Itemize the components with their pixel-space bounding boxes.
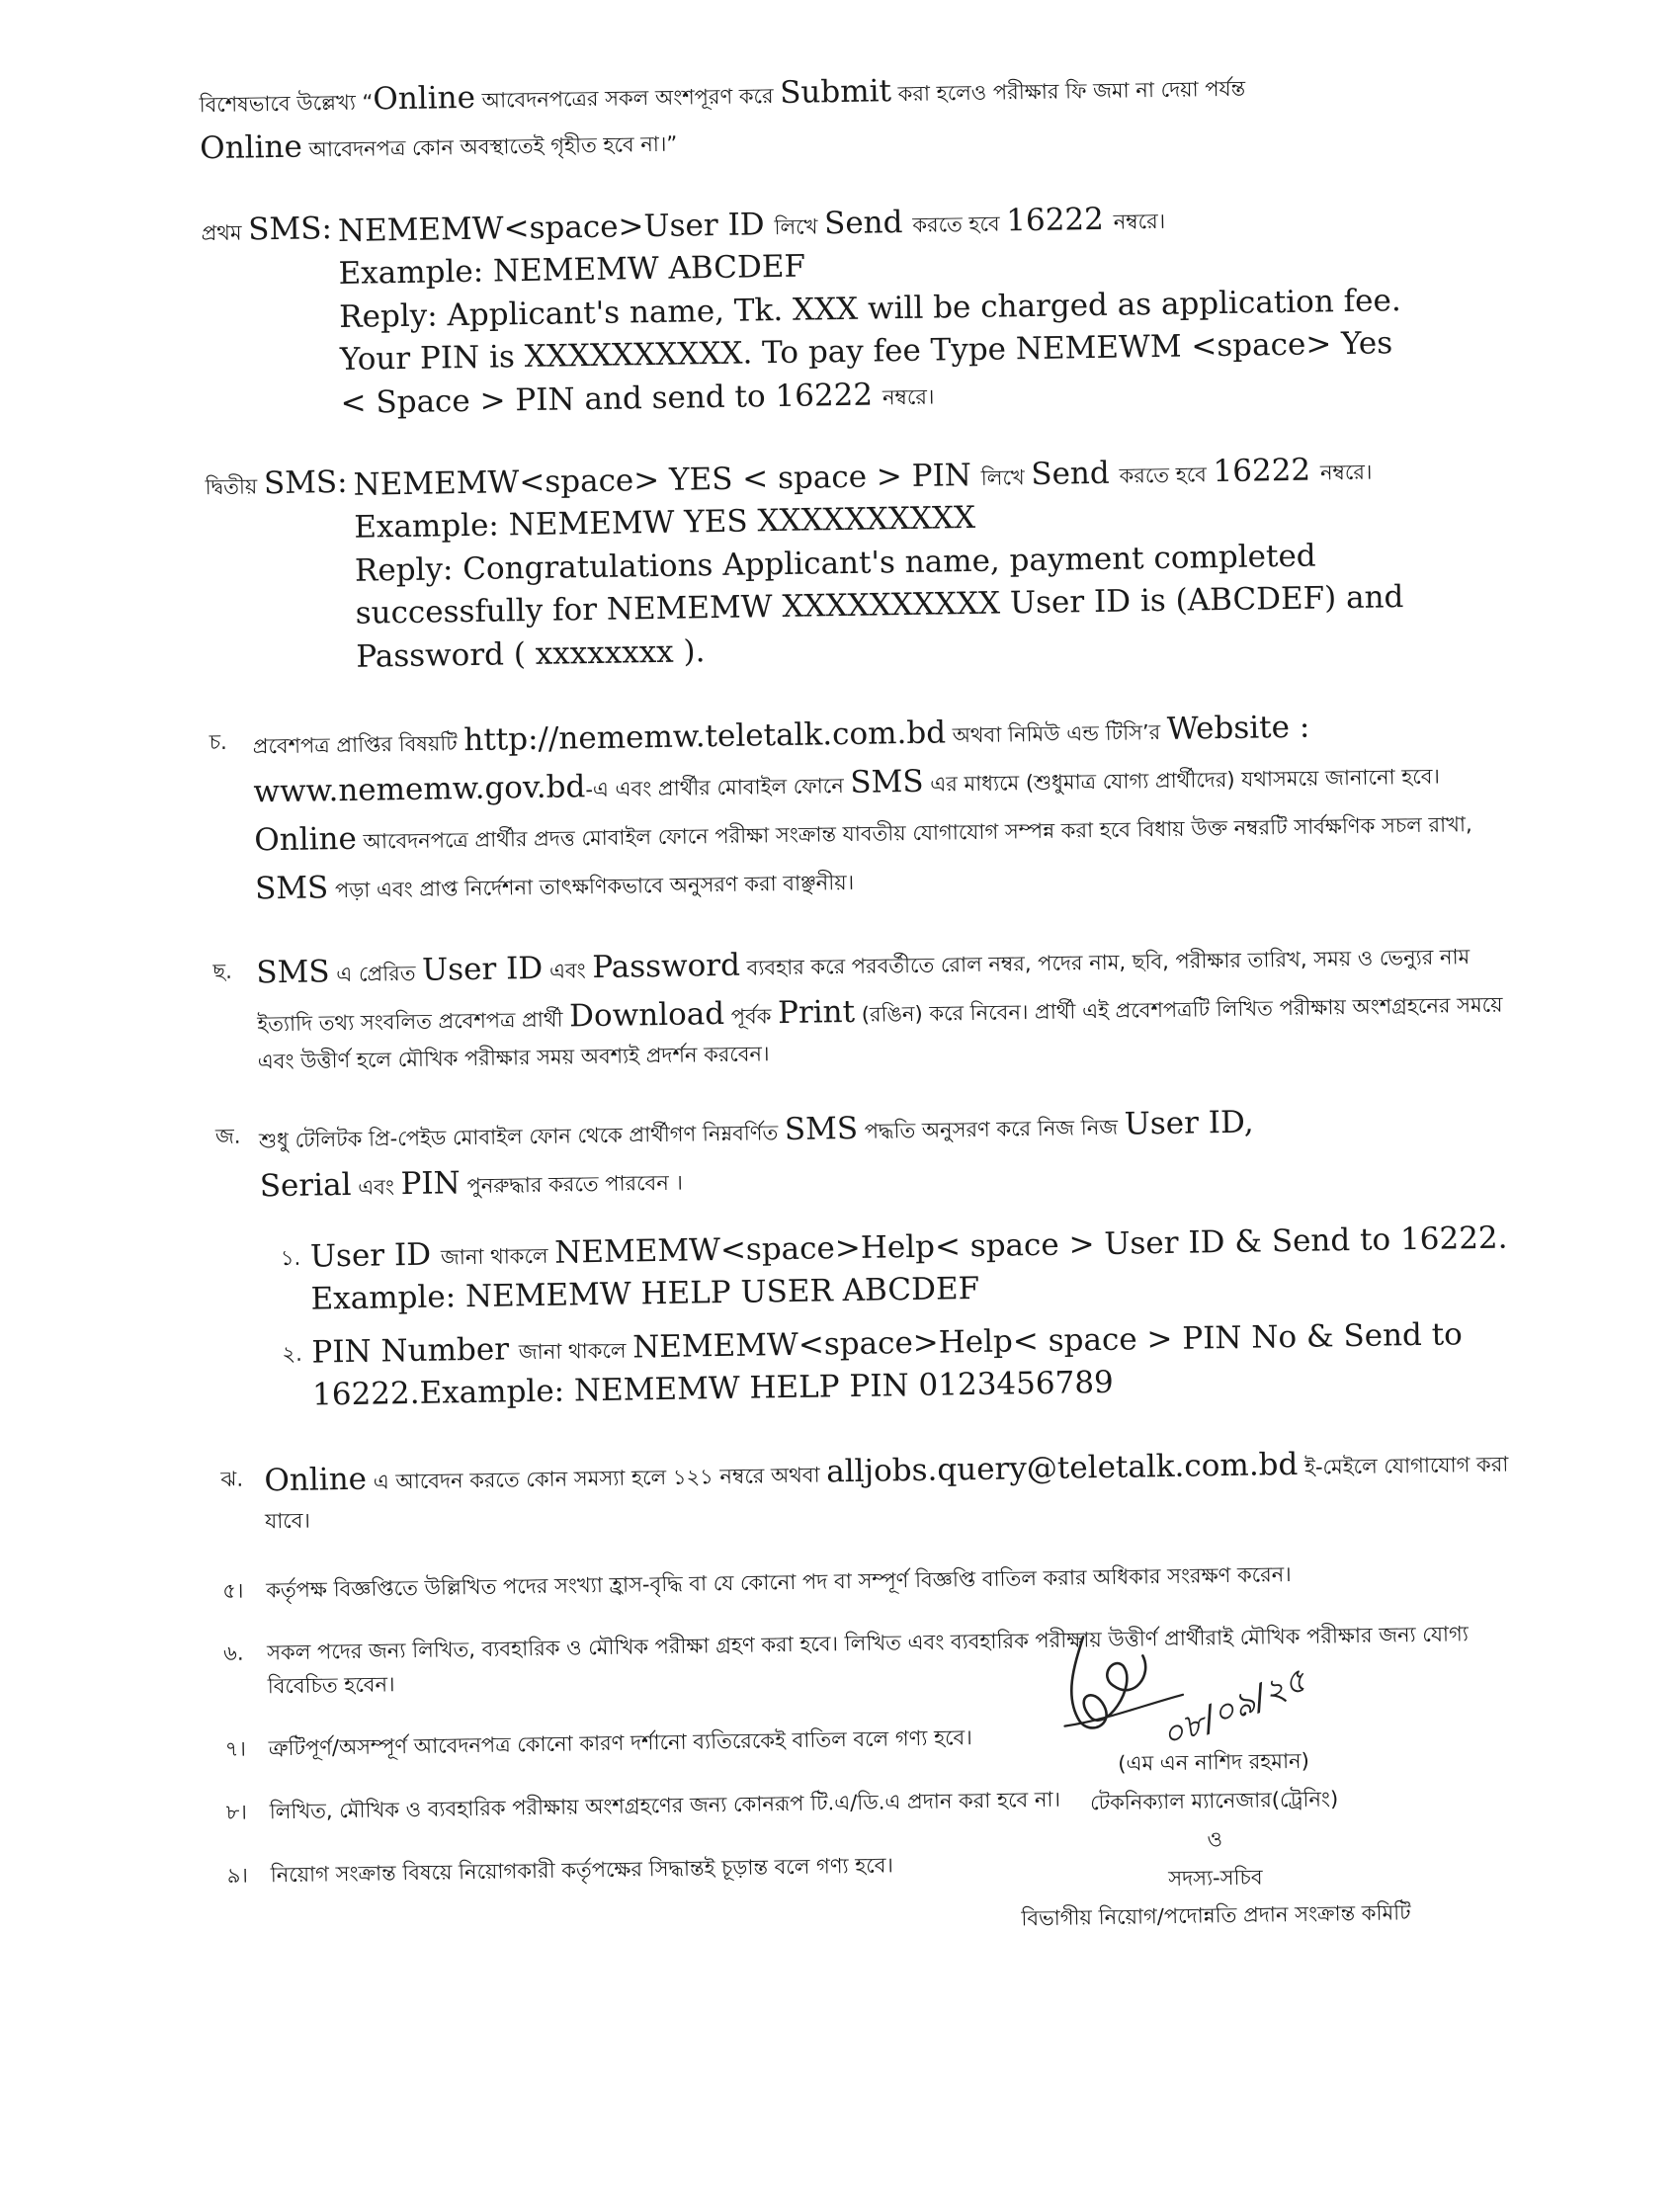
sub0-b: NEMEMW<space>Help< space > User ID & Send to 16222.: [553, 1220, 1508, 1271]
sms1-bn-write: লিখে: [774, 214, 825, 240]
sms2-body: [353, 448, 1404, 679]
clause-text: নিয়োগ সংক্রান্ত বিষয়ে নিয়োগকারী কর্তৃপক্ষের সিদ্ধান্তই চূড়ান্ত বলে গণ্য হবে।: [270, 1852, 894, 1887]
signature-block: [935, 1621, 1493, 1931]
cha-sms: SMS: [850, 763, 924, 800]
signatory-role: সদস্য-সচিব: [1168, 1865, 1263, 1891]
signature-date: ০৮/০৯/২৫: [1155, 1660, 1313, 1756]
clause-text: ত্রুটিপূর্ণ/অসম্পূর্ণ আবেদনপত্র কোনো কারণ দর্শানো ব্যতিরেকেই বাতিল বলে গণ্য হবে।: [268, 1725, 972, 1761]
cha-t5: আবেদনপত্রে প্রার্থীর প্রদত্ত মোবাইল ফোনে পরীক্ষা সংক্রান্ত যাবতীয় যোগাযোগ সম্পন্ন করা হবে বিধায় উক্ত নম্বরটি সার্বক্ষণিক সচল রাখা,: [356, 811, 1472, 854]
cha-t3: -এ এবং প্রার্থীর মোবাইল ফোনে: [585, 773, 851, 802]
sms1-reply-2: Your PIN is XXXXXXXXXX. To pay fee Type NEMEWM <space> Yes: [339, 325, 1393, 379]
chha-print: Print: [777, 993, 856, 1031]
chha-t1: এ প্রেরিত: [329, 961, 423, 987]
jha-online: Online: [264, 1462, 368, 1499]
sms1-bn-must: করতে হবে: [912, 211, 1007, 237]
jha-t1: এ আবেদন করতে কোন সমস্যা হলে ১২১ নম্বরে অথবা: [366, 1463, 827, 1495]
intro-submit: Submit: [779, 73, 892, 111]
sms2-reply-1: Reply: Congratulations Applicant's name, payment completed: [354, 538, 1316, 589]
signatory-committee: বিভাগীয় নিয়োগ/পদোন্নতি প্রদান সংক্রান্ত কমিটি: [1021, 1900, 1411, 1931]
sms2-send: Send: [1031, 455, 1120, 492]
intro-online-2: Online: [199, 128, 303, 166]
ja-serial: Serial: [259, 1166, 352, 1205]
ja-sms: SMS: [784, 1110, 859, 1147]
cha-online: Online: [253, 820, 358, 859]
sub1-a: PIN Number: [311, 1330, 520, 1371]
sub0-a: User ID: [309, 1236, 442, 1275]
sms1-reply-3: < Space > PIN and send to 16222: [340, 376, 883, 421]
list-item-marker: ১.: [280, 1245, 301, 1270]
clause-marker: ৫।: [222, 1578, 244, 1603]
sms2-reply-2: successfully for NEMEMW XXXXXXXXXX User ID is (ABCDEF) and: [355, 579, 1404, 631]
paragraph-cha-marker: চ.: [209, 729, 227, 755]
chha-t3: ব্যবহার করে পরবর্তীতে রোল নম্বর, পদের নাম, ছবি, পরীক্ষার তারিখ, সময় ও ভেন্যুর নাম ইত্যাদি তথ্য সংবলিত প্রবেশপত্র প্রার্থী: [257, 944, 1470, 1037]
sub1-bn: জানা থাকলে: [518, 1338, 633, 1364]
intro-note: [199, 58, 1504, 171]
cha-sms2: SMS: [254, 870, 329, 907]
paragraph-chha: [212, 929, 1519, 1079]
paragraph-jha-text: [264, 1438, 1526, 1539]
sms2-label-bn: দ্বিতীয়: [205, 474, 265, 500]
clause-marker: ৬.: [223, 1640, 244, 1666]
paragraph-ja-text: [259, 1098, 1255, 1211]
sms1-reply-1: Reply: Applicant's name, Tk. XXX will be charged as application fee.: [338, 282, 1401, 335]
chha-download: Download: [568, 995, 725, 1035]
paragraph-jha: [220, 1438, 1526, 1540]
ja-t3: এবং: [351, 1174, 401, 1200]
sub0-c: Example: NEMEMW HELP USER ABCDEF: [310, 1271, 980, 1317]
intro-text-4: আবেদনপত্র কোন অবস্থাতেই গৃহীত হবে না।”: [301, 131, 678, 162]
paragraph-chha-marker: ছ.: [212, 959, 232, 983]
signatory-name: (এম এন নাশিদ রহমান): [1118, 1748, 1309, 1776]
intro-text-2: আবেদনপত্রের সকল অংশপূরণ করে: [474, 83, 781, 113]
cha-t2: অথবা নিমিউ এন্ড টিসি’র: [945, 719, 1168, 748]
chha-t5: (রঙিন) করে নিবেন। প্রার্থী এই প্রবেশপত্রটি লিখিত পরীক্ষায় অংশগ্রহনের সময়ে এবং উত্তীর্ণ হলে মৌখিক পরীক্ষার সময় অবশ্যই প্রদর্শন করবেন।: [257, 992, 1503, 1074]
paragraph-ja: [215, 1094, 1521, 1212]
sms1-label-en: SMS:: [247, 210, 333, 248]
sms2-number: 16222: [1213, 452, 1321, 490]
sms2-reply-3: Password ( xxxxxxxx ).: [356, 632, 706, 675]
list-item: [281, 1217, 1523, 1321]
cha-t1: প্রবেশপত্র প্রাপ্তির বিষয়টি: [252, 730, 464, 759]
sms2-bn-must: করতে হবে: [1119, 463, 1214, 488]
admit-card-url[interactable]: http://nememw.teletalk.com.bd: [463, 715, 947, 758]
clause-text: সকল পদের জন্য লিখিত, ব্যবহারিক ও মৌখিক পরীক্ষা গ্রহণ করা হবে। লিখিত এবং ব্যবহারিক পরীক্ষায় উত্তীর্ণ প্রার্থীরাই মৌখিক পরীক্ষার জন্য যোগ্য বিবেচিত হবেন।: [267, 1622, 1470, 1699]
sms1-send: Send: [823, 204, 913, 242]
cha-website: Website :: [1166, 709, 1310, 747]
clause-text: কর্তৃপক্ষ বিজ্ঞপ্তিতে উল্লিখিত পদের সংখ্যা হ্রাস-বৃদ্ধি বা যে কোনো পদ বা সম্পূর্ণ বিজ্ঞপ্তি বাতিল করার অধিকার সংরক্ষণ করেন।: [266, 1561, 1292, 1602]
cha-t4: এর মাধ্যমে (শুধুমাত্র যোগ্য প্রার্থীদের) যথাসময়ে জানানো হবে।: [923, 764, 1441, 797]
clause-marker: ৮।: [225, 1800, 248, 1824]
list-item: [222, 1555, 1527, 1608]
intro-text-1: বিশেষভাবে উল্লেখ্য “: [199, 90, 374, 118]
query-email-link[interactable]: alljobs.query@teletalk.com.bd: [825, 1447, 1299, 1490]
ja-pin: PIN: [400, 1165, 462, 1202]
sub1-b: NEMEMW<space>Help< space > PIN No & Send to: [631, 1315, 1464, 1366]
paragraph-cha: [209, 700, 1516, 914]
sms1-label: [201, 210, 341, 427]
sms-step-1: [201, 192, 1508, 427]
intro-text-3: করা হলেও পরীক্ষার ফি জমা না দেয়া পর্যন্ত: [890, 76, 1246, 107]
sms1-example: Example: NEMEMW ABCDEF: [338, 248, 806, 293]
sms1-reply-3-bn: নম্বরে।: [882, 384, 935, 409]
chha-sms: SMS: [256, 954, 330, 991]
sms2-bn-write: লিখে: [980, 464, 1032, 490]
chha-t4: পূর্বক: [723, 1003, 779, 1029]
clause-marker: ৯।: [226, 1863, 249, 1888]
clause-marker: ৭।: [224, 1736, 247, 1762]
paragraph-chha-text: [256, 929, 1519, 1078]
chha-userid: User ID: [421, 950, 544, 988]
paragraph-cha-text: [252, 700, 1516, 913]
ja-userid: User ID,: [1124, 1104, 1254, 1142]
sms2-label: [205, 464, 356, 681]
sms1-bn-to: নম্বরে।: [1113, 209, 1166, 234]
sms2-example: Example: NEMEMW YES XXXXXXXXXX: [354, 500, 976, 547]
signatory-designation: টেকনিক্যাল ম্যানেজার(ট্রেনিং): [1089, 1787, 1339, 1815]
ja-t4: পুনরুদ্ধার করতে পারবেন ।: [460, 1170, 684, 1199]
recovery-sms-list: [281, 1217, 1525, 1417]
jha-t2: ই-মেইলে যোগাযোগ করা যাবে।: [264, 1452, 1509, 1534]
sms2-bn-to: নম্বরে।: [1319, 460, 1373, 485]
intro-online: Online: [373, 79, 476, 118]
sms-step-2: [205, 446, 1512, 681]
cha-t6: পড়া এবং প্রাপ্ত নির্দেশনা তাৎক্ষণিকভাবে অনুসরণ করা বাঞ্ছনীয়।: [328, 870, 855, 903]
chha-t2: এবং: [543, 958, 593, 983]
paragraph-ja-marker: জ.: [214, 1124, 241, 1148]
chha-password: Password: [592, 947, 741, 985]
sms1-number: 16222: [1005, 201, 1114, 239]
signatory-conjunction: ও: [1207, 1826, 1223, 1852]
sub1-c: 16222.Example: NEMEMW HELP PIN 0123456789: [311, 1364, 1115, 1413]
clause-text: লিখিত, মৌখিক ও ব্যবহারিক পরীক্ষায় অংশগ্রহণের জন্য কোনরূপ টি.এ/ডি.এ প্রদান করা হবে না।: [269, 1787, 1061, 1824]
sms2-label-en: SMS:: [263, 463, 348, 502]
signatory-details: [937, 1739, 1493, 1940]
sms1-command: NEMEMW<space>User ID: [337, 207, 775, 250]
list-item: [282, 1312, 1524, 1417]
sms2-command: NEMEMW<space> YES < space > PIN: [353, 457, 982, 503]
paragraph-jha-marker: ঝ.: [220, 1468, 244, 1492]
website-url[interactable]: www.nememw.gov.bd: [253, 769, 586, 810]
sub0-bn: জানা থাকলে: [440, 1243, 555, 1270]
ja-t2: পদ্ধতি অনুসরণ করে নিজ নিজ: [857, 1115, 1125, 1143]
sms1-body: [338, 194, 1403, 425]
handwritten-signature: [1044, 1623, 1342, 1756]
ja-t1: শুধু টেলিটক প্রি-পেইড মোবাইল ফোন থেকে প্রার্থীগণ নিম্নবর্ণিত: [258, 1120, 786, 1153]
sms1-label-bn: প্রথম: [201, 220, 249, 246]
list-item-marker: ২.: [282, 1341, 302, 1366]
